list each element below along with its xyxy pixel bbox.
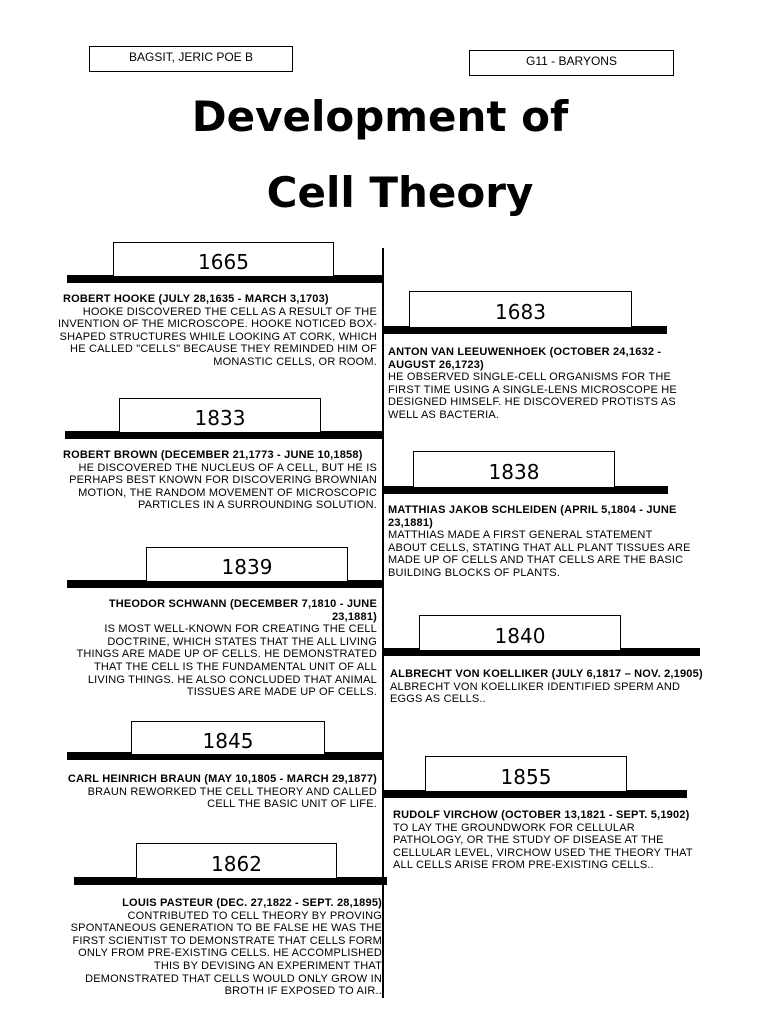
- timeline-entry: [390, 668, 710, 706]
- entry-description: CONTRIBUTED TO CELL THEORY BY PROVING SPONTANEOUS GENERATION TO BE FALSE HE WAS THE FIRST SCIENTIST TO DEMONSTRATE THAT CELLS FORM ONLY FROM PRE-EXISTING CELLS. HE ACCOMPLISHED THIS BY DEVISING AN EXPERIMENT THAT DEMONSTRATED THAT CELLS WOULD ONLY GROW IN BROTH IF EXPOSED TO AIR..: [70, 909, 382, 998]
- year-label: 1683: [495, 300, 546, 324]
- year-box: [136, 843, 337, 879]
- scientist-name: ANTON VAN LEEUWENHOEK (OCTOBER 24,1632 - AUGUST 26,1723): [388, 346, 662, 371]
- timeline-entry: [393, 809, 705, 872]
- year-label: 1855: [500, 765, 552, 789]
- year-label: 1845: [202, 729, 254, 753]
- year-label: 1665: [198, 250, 249, 274]
- scientist-name: MATTHIAS JAKOB SCHLEIDEN (APRIL 5,1804 - JUNE 23,1881): [388, 504, 677, 529]
- scientist-name: ROBERT BROWN (DECEMBER 21,1773 - JUNE 10,1858): [63, 449, 363, 461]
- scientist-name: CARL HEINRICH BRAUN (MAY 10,1805 - MARCH 29,1877): [67, 773, 377, 785]
- entry-description: IS MOST WELL-KNOWN FOR CREATING THE CELL DOCTRINE, WHICH STATES THAT THE ALL LIVING THINGS ARE MADE UP OF CELLS. HE DEMONSTRATED THAT THE CELL IS THE FUNDAMENTAL UNIT OF ALL LIVING THINGS. HE ALSO CONCLUDED THAT ANIMAL TISSUES ARE MADE UP OF CELLS.: [76, 623, 377, 699]
- timeline-spine: [382, 248, 384, 998]
- entry-description: ALBRECHT VON KOELLIKER IDENTIFIED SPERM AND EGGS AS CELLS..: [390, 680, 681, 706]
- scientist-name: RUDOLF VIRCHOW (OCTOBER 13,1821 - SEPT. 5,1902): [393, 809, 690, 821]
- year-label: 1840: [494, 624, 546, 648]
- student-name: BAGSIT, JERIC POE B: [128, 50, 254, 64]
- year-box: [119, 398, 321, 433]
- entry-description: HE DISCOVERED THE NUCLEUS OF A CELL, BUT HE IS PERHAPS BEST KNOWN FOR DISCOVERING BROWNIAN MOTION, THE RANDOM MOVEMENT OF MICROSCOPIC PARTICLES IN A SURROUNDING SOLUTION.: [69, 461, 377, 512]
- page-title-line-1: Development of: [191, 92, 569, 141]
- scientist-name: ALBRECHT VON KOELLIKER (JULY 6,1817 – NOV. 2,1905): [390, 668, 703, 680]
- student-name-box: [89, 46, 293, 72]
- year-box: [409, 291, 632, 328]
- timeline-entry: [55, 293, 377, 369]
- year-box: [113, 242, 334, 277]
- year-box: [425, 756, 627, 792]
- year-box: [146, 547, 348, 582]
- year-box: [131, 721, 325, 755]
- timeline-entry: [388, 504, 693, 580]
- page-title-line-2: Cell Theory: [266, 168, 534, 217]
- entry-description: MATTHIAS MADE A FIRST GENERAL STATEMENT ABOUT CELLS, STATING THAT ALL PLANT TISSUES ARE MADE UP OF CELLS AND THAT CELLS ARE THE BASIC BUILDING BLOCKS OF PLANTS.: [388, 529, 691, 579]
- section-label: G11 - BARYONS: [526, 54, 617, 68]
- timeline-entry: [55, 449, 377, 512]
- year-label: 1838: [488, 460, 540, 484]
- entry-description: BRAUN REWORKED THE CELL THEORY AND CALLED CELL THE BASIC UNIT OF LIFE.: [87, 785, 377, 811]
- scientist-name: THEODOR SCHWANN (DECEMBER 7,1810 - JUNE 23,1881): [108, 598, 377, 623]
- section-box: [469, 50, 674, 76]
- year-box: [413, 451, 615, 488]
- timeline-entry: [388, 346, 688, 422]
- scientist-name: ROBERT HOOKE (JULY 28,1635 - MARCH 3,1703): [63, 293, 329, 305]
- year-box: [419, 615, 621, 651]
- year-label: 1862: [211, 852, 262, 876]
- entry-description: HE OBSERVED SINGLE-CELL ORGANISMS FOR THE FIRST TIME USING A SINGLE-LENS MICROSCOPE HE DESIGNED HIMSELF. HE DISCOVERED PROTISTS AS WELL AS BACTERIA.: [388, 371, 677, 421]
- scientist-name: LOUIS PASTEUR (DEC. 27,1822 - SEPT. 28,1895): [122, 897, 382, 909]
- entry-description: TO LAY THE GROUNDWORK FOR CELLULAR PATHOLOGY, OR THE STUDY OF DISEASE AT THE CELLULAR LEVEL, VIRCHOW USED THE THEORY THAT ALL CELLS ARISE FROM PRE-EXISTING CELLS..: [393, 821, 693, 872]
- timeline-entry: [66, 897, 382, 998]
- year-label: 1833: [194, 406, 246, 430]
- entry-description: HOOKE DISCOVERED THE CELL AS A RESULT OF THE INVENTION OF THE MICROSCOPE. HOOKE NOTICED BOX-SHAPED STRUCTURES WHILE LOOKING AT CORK, WHICH HE CALLED "CELLS" BECAUSE THEY REMINDED HIM OF MONASTIC CELLS, OR ROOM.: [57, 305, 377, 368]
- timeline-entry: [62, 598, 377, 699]
- timeline-entry: [67, 773, 377, 811]
- year-label: 1839: [221, 555, 273, 579]
